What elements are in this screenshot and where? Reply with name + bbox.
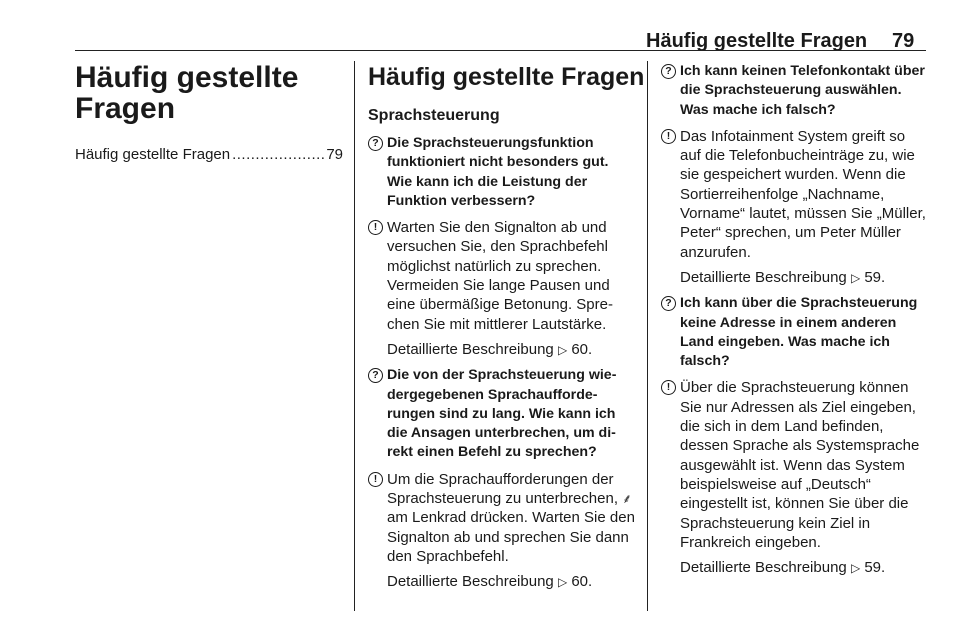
faq-answer: ! Das Infotainment System greift so auf die Telefonbucheinträge zu, wie sie gespeichert wurden. Wenn die Sortierreihenfolge „Nachname, Vorname“ lautet, müssen Sie „Müller, Peter“ sprechen, um Peter Müller anzurufen. [661, 127, 929, 262]
toc-leader-dots [232, 145, 324, 165]
running-header-title: Häufig gestellte Fragen [646, 30, 868, 52]
reference-arrow-icon: ▷ [557, 575, 568, 590]
faq-item [368, 134, 636, 360]
voice-control-icon: ⸙ [622, 491, 632, 507]
toc-entry-label: Häufig gestellte Fragen [75, 146, 231, 163]
detail-reference[interactable]: Detaillierte Beschreibung ▷ 59. [680, 268, 886, 286]
question-icon: ? [368, 368, 383, 383]
column-divider [354, 61, 355, 611]
column-divider [647, 61, 648, 611]
page-number: 79 [892, 30, 915, 52]
faq-answer: ! Um die Sprachaufforderungen der Sprachsteuerung zu unterbrechen, ⸙ am Lenkrad drücken. Warten Sie den Signalton ab und sprechen Sie dann den Sprachbefehl. [368, 470, 636, 566]
reference-page: 60. [571, 340, 593, 358]
faq-question: ? Ich kann über die Sprachsteuerung keine Adresse in einem anderen Land eingeben. Was mache ich falsch? [661, 294, 929, 371]
faq-question: ? Ich kann keinen Telefonkontakt über die Sprachsteuerung auswählen. Was mache ich falsch? [661, 62, 929, 120]
faq-item [368, 366, 636, 592]
faq-answer: ! Über die Sprachsteuerung können Sie nur Adressen als Ziel eingeben, die sich in dem Land befinden, dessen Sprache als Systemsprache ausgewählt ist. Wenn das System beispielsweise auf „Deutsch“ eingestellt ist, können Sie über die Sprachsteuerung kein Ziel in Frankreich eingeben. [661, 378, 929, 552]
faq-item [661, 294, 929, 578]
faq-question: ? Die von der Sprachsteuerung wiedergegebenen Sprachaufforderungen sind zu lang. Wie kann ich die Ansagen unterbrechen, um direkt einen Befehl zu sprechen? [368, 366, 636, 462]
exclamation-icon: ! [661, 380, 676, 395]
faq-answer: ! Warten Sie den Signalton ab und versuchen Sie, den Sprachbefehl möglichst natürlich zu sprechen. Vermeiden Sie lange Pausen und eine übermäßige Betonung. Sprechen Sie mit mittlerer Lautstärke. [368, 218, 636, 334]
chapter-column [75, 62, 343, 165]
chapter-title: Häufig gestellte Fragen [75, 61, 299, 125]
toc-entry[interactable] [75, 145, 343, 165]
exclamation-icon: ! [661, 129, 676, 144]
faq-question: ? Die Sprachsteuerungsfunktion funktioniert nicht besonders gut. Wie kann ich die Leistung der Funktion verbessern? [368, 134, 636, 211]
reference-arrow-icon: ▷ [557, 342, 568, 357]
reference-page: 59. [864, 268, 886, 286]
faq-item [661, 62, 929, 288]
detail-reference[interactable]: Detaillierte Beschreibung ▷ 60. [387, 573, 593, 591]
content-column-3 [661, 62, 929, 584]
reference-arrow-icon: ▷ [850, 561, 861, 576]
reference-page: 59. [864, 559, 886, 577]
question-icon: ? [661, 296, 676, 311]
content-column-2 [368, 62, 645, 599]
reference-page: 60. [571, 573, 593, 591]
exclamation-icon: ! [368, 472, 383, 487]
exclamation-icon: ! [368, 220, 383, 235]
reference-arrow-icon: ▷ [850, 270, 861, 285]
question-icon: ? [368, 136, 383, 151]
header-divider [75, 50, 926, 51]
detail-reference[interactable]: Detaillierte Beschreibung ▷ 60. [387, 340, 593, 358]
question-icon: ? [661, 64, 676, 79]
section-title: Häufig gestellte Fragen [368, 63, 645, 91]
toc-entry-page: 79 [326, 146, 343, 163]
subsection-title: Sprachsteuerung [368, 107, 500, 124]
detail-reference[interactable]: Detaillierte Beschreibung ▷ 59. [680, 559, 886, 577]
